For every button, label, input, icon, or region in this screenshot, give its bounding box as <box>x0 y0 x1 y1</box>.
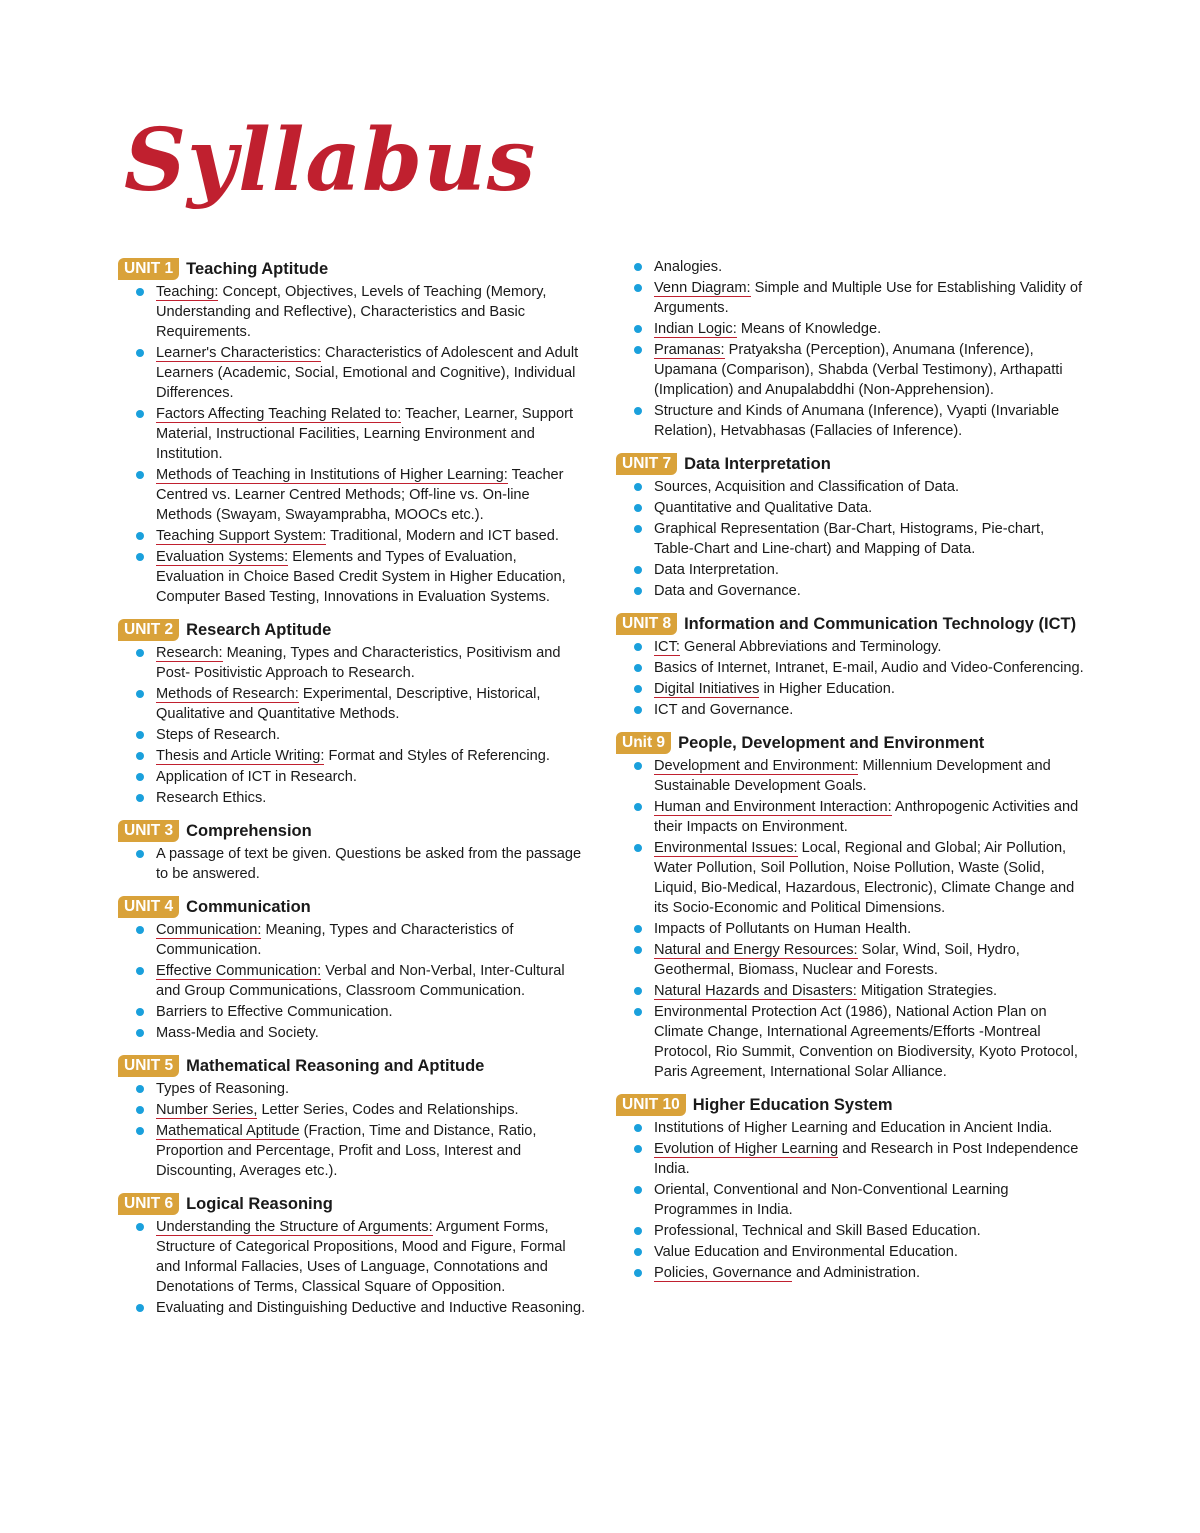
topic-list <box>616 756 1086 1082</box>
topic-text: Means of Knowledge. <box>736 321 882 337</box>
bullet-icon <box>634 1248 642 1256</box>
list-item <box>118 282 588 342</box>
topic-text: Experimental, Descriptive, Historical, Qualitative and Quantitative Methods. <box>156 686 541 722</box>
topic-list <box>616 1118 1086 1283</box>
list-item <box>118 1298 588 1318</box>
topic-text: Solar, Wind, Soil, Hydro, Geothermal, Biomass, Nuclear and Forests. <box>654 942 1020 978</box>
topic-text: Teacher, Learner, Support Material, Instructional Facilities, Learning Environment and Institution. <box>156 406 574 462</box>
topic-text: Elements and Types of Evaluation, Evaluation in Choice Based Credit System in Higher Education, Computer Based Testing, Innovations in Evaluation Systems. <box>156 549 566 605</box>
topic-text: Impacts of Pollutants on Human Health. <box>654 921 912 937</box>
topic-key: Understanding the Structure of Arguments: <box>156 1219 433 1235</box>
topic-key: Environmental Issues: <box>654 840 798 856</box>
unit-section <box>118 619 588 808</box>
unit-badge: UNIT 10 <box>616 1094 686 1116</box>
topic-text: Barriers to Effective Communication. <box>156 1004 393 1020</box>
bullet-icon <box>136 926 144 934</box>
unit-section <box>616 732 1086 1082</box>
topic-key: ICT: <box>654 639 680 655</box>
topic-text: Oriental, Conventional and Non-Conventional Learning Programmes in India. <box>654 1182 1009 1218</box>
topic-list <box>616 637 1086 720</box>
unit-header <box>118 1193 588 1215</box>
list-item <box>616 637 1086 657</box>
list-item <box>118 1023 588 1043</box>
left-column <box>118 258 588 1330</box>
list-item <box>118 1002 588 1022</box>
bullet-icon <box>634 1227 642 1235</box>
unit-section <box>118 1193 588 1318</box>
bullet-icon <box>634 762 642 770</box>
topic-text: Concept, Objectives, Levels of Teaching (Memory, Understanding and Reflective), Characteristics and Basic Requirements. <box>156 284 547 340</box>
list-item <box>616 581 1086 601</box>
unit-section <box>118 820 588 884</box>
topic-list <box>118 1079 588 1181</box>
bullet-icon <box>136 553 144 561</box>
topic-text: Argument Forms, Structure of Categorical Propositions, Mood and Figure, Formal and Informal Fallacies, Uses of Language, Connotations and Denotations of Terms, Classical Square of Opposition. <box>156 1219 566 1295</box>
topic-text: Mass-Media and Society. <box>156 1025 319 1041</box>
list-item <box>616 519 1086 559</box>
topic-text: Pratyaksha (Perception), Anumana (Inference), Upamana (Comparison), Shabda (Verbal Testimony), Arthapatti (Implication) and Anupalabddhi (Non-Apprehension). <box>654 342 1063 398</box>
bullet-icon <box>634 987 642 995</box>
topic-text: Quantitative and Qualitative Data. <box>654 500 873 516</box>
unit-title: Research Aptitude <box>186 620 332 639</box>
topic-text: Anthropogenic Activities and their Impacts on Environment. <box>654 799 1079 835</box>
right-column <box>616 258 1086 1295</box>
bullet-icon <box>634 706 642 714</box>
list-item <box>616 340 1086 400</box>
topic-text: and Administration. <box>791 1265 921 1281</box>
bullet-icon <box>634 284 642 292</box>
topic-text: Mitigation Strategies. <box>856 983 998 999</box>
bullet-icon <box>634 1145 642 1153</box>
list-item <box>616 1139 1086 1179</box>
list-item <box>616 658 1086 678</box>
topic-key: Indian Logic: <box>654 321 737 337</box>
list-item <box>118 547 588 607</box>
list-item <box>616 1221 1086 1241</box>
unit-header <box>118 1055 588 1077</box>
list-item <box>616 1263 1086 1283</box>
bullet-icon <box>634 1124 642 1132</box>
bullet-icon <box>634 1008 642 1016</box>
bullet-icon <box>136 532 144 540</box>
topic-text: Traditional, Modern and ICT based. <box>326 528 559 544</box>
bullet-icon <box>634 525 642 533</box>
topic-key: Teaching: <box>156 284 219 300</box>
bullet-icon <box>136 690 144 698</box>
topic-key: Evaluation Systems: <box>156 549 289 565</box>
topic-text: Structure and Kinds of Anumana (Inference), Vyapti (Invariable Relation), Hetvabhasas (Fallacies of Inference). <box>654 403 1060 439</box>
list-item <box>118 643 588 683</box>
bullet-icon <box>634 407 642 415</box>
unit-section <box>616 453 1086 601</box>
topic-text: Millennium Development and Sustainable Development Goals. <box>654 758 1051 794</box>
list-item <box>118 961 588 1001</box>
topic-text: ICT and Governance. <box>654 702 794 718</box>
bullet-icon <box>634 803 642 811</box>
list-item <box>118 1217 588 1297</box>
unit-badge: UNIT 4 <box>118 896 179 918</box>
topic-text: Data Interpretation. <box>654 562 779 578</box>
topic-text: Environmental Protection Act (1986), National Action Plan on Climate Change, International Agreements/Efforts -Montreal Protocol, Rio Summit, Convention on Biodiversity, Kyoto Protocol, Paris Agreement, International Solar Alliance. <box>654 1004 1078 1080</box>
unit-header <box>616 613 1086 635</box>
list-item <box>616 401 1086 441</box>
topic-key: Factors Affecting Teaching Related to: <box>156 406 402 422</box>
bullet-icon <box>136 1304 144 1312</box>
topic-text: Teacher Centred vs. Learner Centred Methods; Off-line vs. On-line Methods (Swayam, Swayamprabha, MOOCs etc.). <box>156 467 564 523</box>
bullet-icon <box>634 325 642 333</box>
bullet-icon <box>634 844 642 852</box>
topic-key: Digital Initiatives <box>654 681 760 697</box>
bullet-icon <box>136 731 144 739</box>
unit-title: Teaching Aptitude <box>186 259 329 278</box>
unit-badge: UNIT 7 <box>616 453 677 475</box>
topic-key: Research: <box>156 645 223 661</box>
unit-badge: UNIT 1 <box>118 258 179 280</box>
list-item <box>616 319 1086 339</box>
bullet-icon <box>634 504 642 512</box>
bullet-icon <box>634 587 642 595</box>
list-item <box>616 797 1086 837</box>
topic-key: Venn Diagram: <box>654 280 751 296</box>
unit-title: Higher Education System <box>692 1095 893 1114</box>
topic-key: Effective Communication: <box>156 963 322 979</box>
topic-key: Teaching Support System: <box>156 528 327 544</box>
list-item <box>118 1121 588 1181</box>
page-title: Syllabus <box>124 110 537 211</box>
list-item <box>616 1242 1086 1262</box>
unit-header <box>118 820 588 842</box>
topic-text: Format and Styles of Referencing. <box>324 748 550 764</box>
topic-key: Policies, Governance <box>654 1265 792 1281</box>
bullet-icon <box>634 483 642 491</box>
list-item <box>616 1180 1086 1220</box>
unit-title: Data Interpretation <box>684 454 831 473</box>
bullet-icon <box>136 649 144 657</box>
topic-text: Basics of Internet, Intranet, E-mail, Audio and Video-Conferencing. <box>654 660 1084 676</box>
unit-badge: UNIT 3 <box>118 820 179 842</box>
bullet-icon <box>136 410 144 418</box>
list-item <box>118 844 588 884</box>
bullet-icon <box>136 1127 144 1135</box>
unit-title: Comprehension <box>186 821 312 840</box>
topic-text: Sources, Acquisition and Classification of Data. <box>654 479 960 495</box>
unit-badge: UNIT 6 <box>118 1193 179 1215</box>
bullet-icon <box>136 752 144 760</box>
unit-badge: UNIT 8 <box>616 613 677 635</box>
topic-key: Natural and Energy Resources: <box>654 942 858 958</box>
bullet-icon <box>634 346 642 354</box>
list-item <box>118 343 588 403</box>
list-item <box>616 679 1086 699</box>
bullet-icon <box>634 685 642 693</box>
list-item <box>616 560 1086 580</box>
bullet-icon <box>136 1008 144 1016</box>
topic-key: Development and Environment: <box>654 758 859 774</box>
topic-key: Methods of Teaching in Institutions of Higher Learning: <box>156 467 508 483</box>
topic-text: in Higher Education. <box>759 681 895 697</box>
unit-header <box>118 619 588 641</box>
topic-text: Professional, Technical and Skill Based Education. <box>654 1223 981 1239</box>
bullet-icon <box>136 349 144 357</box>
topic-text: and Research in Post Independence India. <box>654 1141 1079 1177</box>
topic-key: Human and Environment Interaction: <box>654 799 892 815</box>
topic-text: Research Ethics. <box>156 790 267 806</box>
unit-header <box>118 896 588 918</box>
topic-list <box>616 477 1086 601</box>
list-item <box>118 465 588 525</box>
bullet-icon <box>634 643 642 651</box>
bullet-icon <box>136 288 144 296</box>
list-item <box>118 404 588 464</box>
topic-text: Simple and Multiple Use for Establishing Validity of Arguments. <box>654 280 1083 316</box>
topic-list <box>118 1217 588 1318</box>
bullet-icon <box>634 263 642 271</box>
bullet-icon <box>136 1223 144 1231</box>
list-item <box>616 257 1086 277</box>
unit-title: Logical Reasoning <box>186 1194 333 1213</box>
topic-text: (Fraction, Time and Distance, Ratio, Proportion and Percentage, Profit and Loss, Interest and Discounting, Averages etc.). <box>156 1123 537 1179</box>
bullet-icon <box>136 1106 144 1114</box>
unit-title: People, Development and Environment <box>678 733 985 752</box>
list-item <box>118 1079 588 1099</box>
bullet-icon <box>634 925 642 933</box>
topic-text: Meaning, Types and Characteristics of Communication. <box>156 922 514 958</box>
topic-key: Natural Hazards and Disasters: <box>654 983 857 999</box>
topic-list <box>616 257 1086 441</box>
topic-text: Meaning, Types and Characteristics, Positivism and Post- Positivistic Approach to Research. <box>156 645 561 681</box>
topic-text: Characteristics of Adolescent and Adult Learners (Academic, Social, Emotional and Cognitive), Individual Differences. <box>156 345 579 401</box>
bullet-icon <box>634 1269 642 1277</box>
bullet-icon <box>136 1085 144 1093</box>
topic-text: Data and Governance. <box>654 583 801 599</box>
topic-key: Pramanas: <box>654 342 725 358</box>
topic-text: Evaluating and Distinguishing Deductive and Inductive Reasoning. <box>156 1300 586 1316</box>
topic-key: Number Series, <box>156 1102 258 1118</box>
unit-section <box>118 1055 588 1181</box>
bullet-icon <box>136 1029 144 1037</box>
list-item <box>118 684 588 724</box>
list-item <box>118 746 588 766</box>
topic-key: Thesis and Article Writing: <box>156 748 325 764</box>
unit-header <box>616 453 1086 475</box>
list-item <box>118 725 588 745</box>
topic-list <box>118 920 588 1043</box>
list-item <box>616 278 1086 318</box>
unit-badge: Unit 9 <box>616 732 671 754</box>
unit-header <box>616 732 1086 754</box>
bullet-icon <box>136 850 144 858</box>
unit-badge: UNIT 2 <box>118 619 179 641</box>
bullet-icon <box>136 967 144 975</box>
topic-text: Local, Regional and Global; Air Pollution, Water Pollution, Soil Pollution, Noise Pollution, Waste (Solid, Liquid, Bio-Medical, Hazardous, Electronic), Climate Change and its Socio-Economic and Political Dimensions. <box>654 840 1075 916</box>
bullet-icon <box>634 566 642 574</box>
bullet-icon <box>634 946 642 954</box>
list-item <box>616 700 1086 720</box>
topic-list <box>118 643 588 808</box>
unit-section <box>616 613 1086 720</box>
topic-text: Letter Series, Codes and Relationships. <box>257 1102 519 1118</box>
list-item <box>118 526 588 546</box>
unit-section <box>118 258 588 607</box>
list-item <box>616 919 1086 939</box>
unit-badge: UNIT 5 <box>118 1055 179 1077</box>
list-item <box>616 838 1086 918</box>
unit-header <box>118 258 588 280</box>
list-item <box>118 767 588 787</box>
bullet-icon <box>136 471 144 479</box>
unit-title: Mathematical Reasoning and Aptitude <box>186 1056 485 1075</box>
list-item <box>616 1118 1086 1138</box>
unit-title: Communication <box>186 897 311 916</box>
topic-key: Learner's Characteristics: <box>156 345 321 361</box>
topic-text: General Abbreviations and Terminology. <box>679 639 942 655</box>
unit-section <box>118 896 588 1043</box>
list-item <box>616 1002 1086 1082</box>
topic-text: Value Education and Environmental Education. <box>654 1244 958 1260</box>
topic-text: Application of ICT in Research. <box>156 769 357 785</box>
topic-key: Methods of Research: <box>156 686 299 702</box>
topic-list <box>118 844 588 884</box>
topic-key: Mathematical Aptitude <box>156 1123 300 1139</box>
list-item <box>616 981 1086 1001</box>
bullet-icon <box>634 664 642 672</box>
bullet-icon <box>634 1186 642 1194</box>
list-item <box>118 920 588 960</box>
topic-text: Analogies. <box>654 259 723 275</box>
topic-key: Evolution of Higher Learning <box>654 1141 839 1157</box>
topic-text: A passage of text be given. Questions be asked from the passage to be answered. <box>156 846 582 882</box>
list-item <box>616 498 1086 518</box>
unit-section <box>616 1094 1086 1283</box>
list-item <box>118 1100 588 1120</box>
list-item <box>616 940 1086 980</box>
bullet-icon <box>136 773 144 781</box>
topic-text: Institutions of Higher Learning and Education in Ancient India. <box>654 1120 1053 1136</box>
unit-title: Information and Communication Technology (ICT) <box>684 614 1077 633</box>
topic-text: Verbal and Non-Verbal, Inter-Cultural and Group Communications, Classroom Communication. <box>156 963 565 999</box>
topic-text: Steps of Research. <box>156 727 281 743</box>
topic-list <box>118 282 588 607</box>
topic-text: Types of Reasoning. <box>156 1081 290 1097</box>
topic-key: Communication: <box>156 922 262 938</box>
topic-text: Graphical Representation (Bar-Chart, Histograms, Pie-chart, Table-Chart and Line-chart) and Mapping of Data. <box>654 521 1045 557</box>
list-item <box>118 788 588 808</box>
unit-header <box>616 1094 1086 1116</box>
list-item <box>616 477 1086 497</box>
list-item <box>616 756 1086 796</box>
unit-section <box>616 257 1086 441</box>
bullet-icon <box>136 794 144 802</box>
